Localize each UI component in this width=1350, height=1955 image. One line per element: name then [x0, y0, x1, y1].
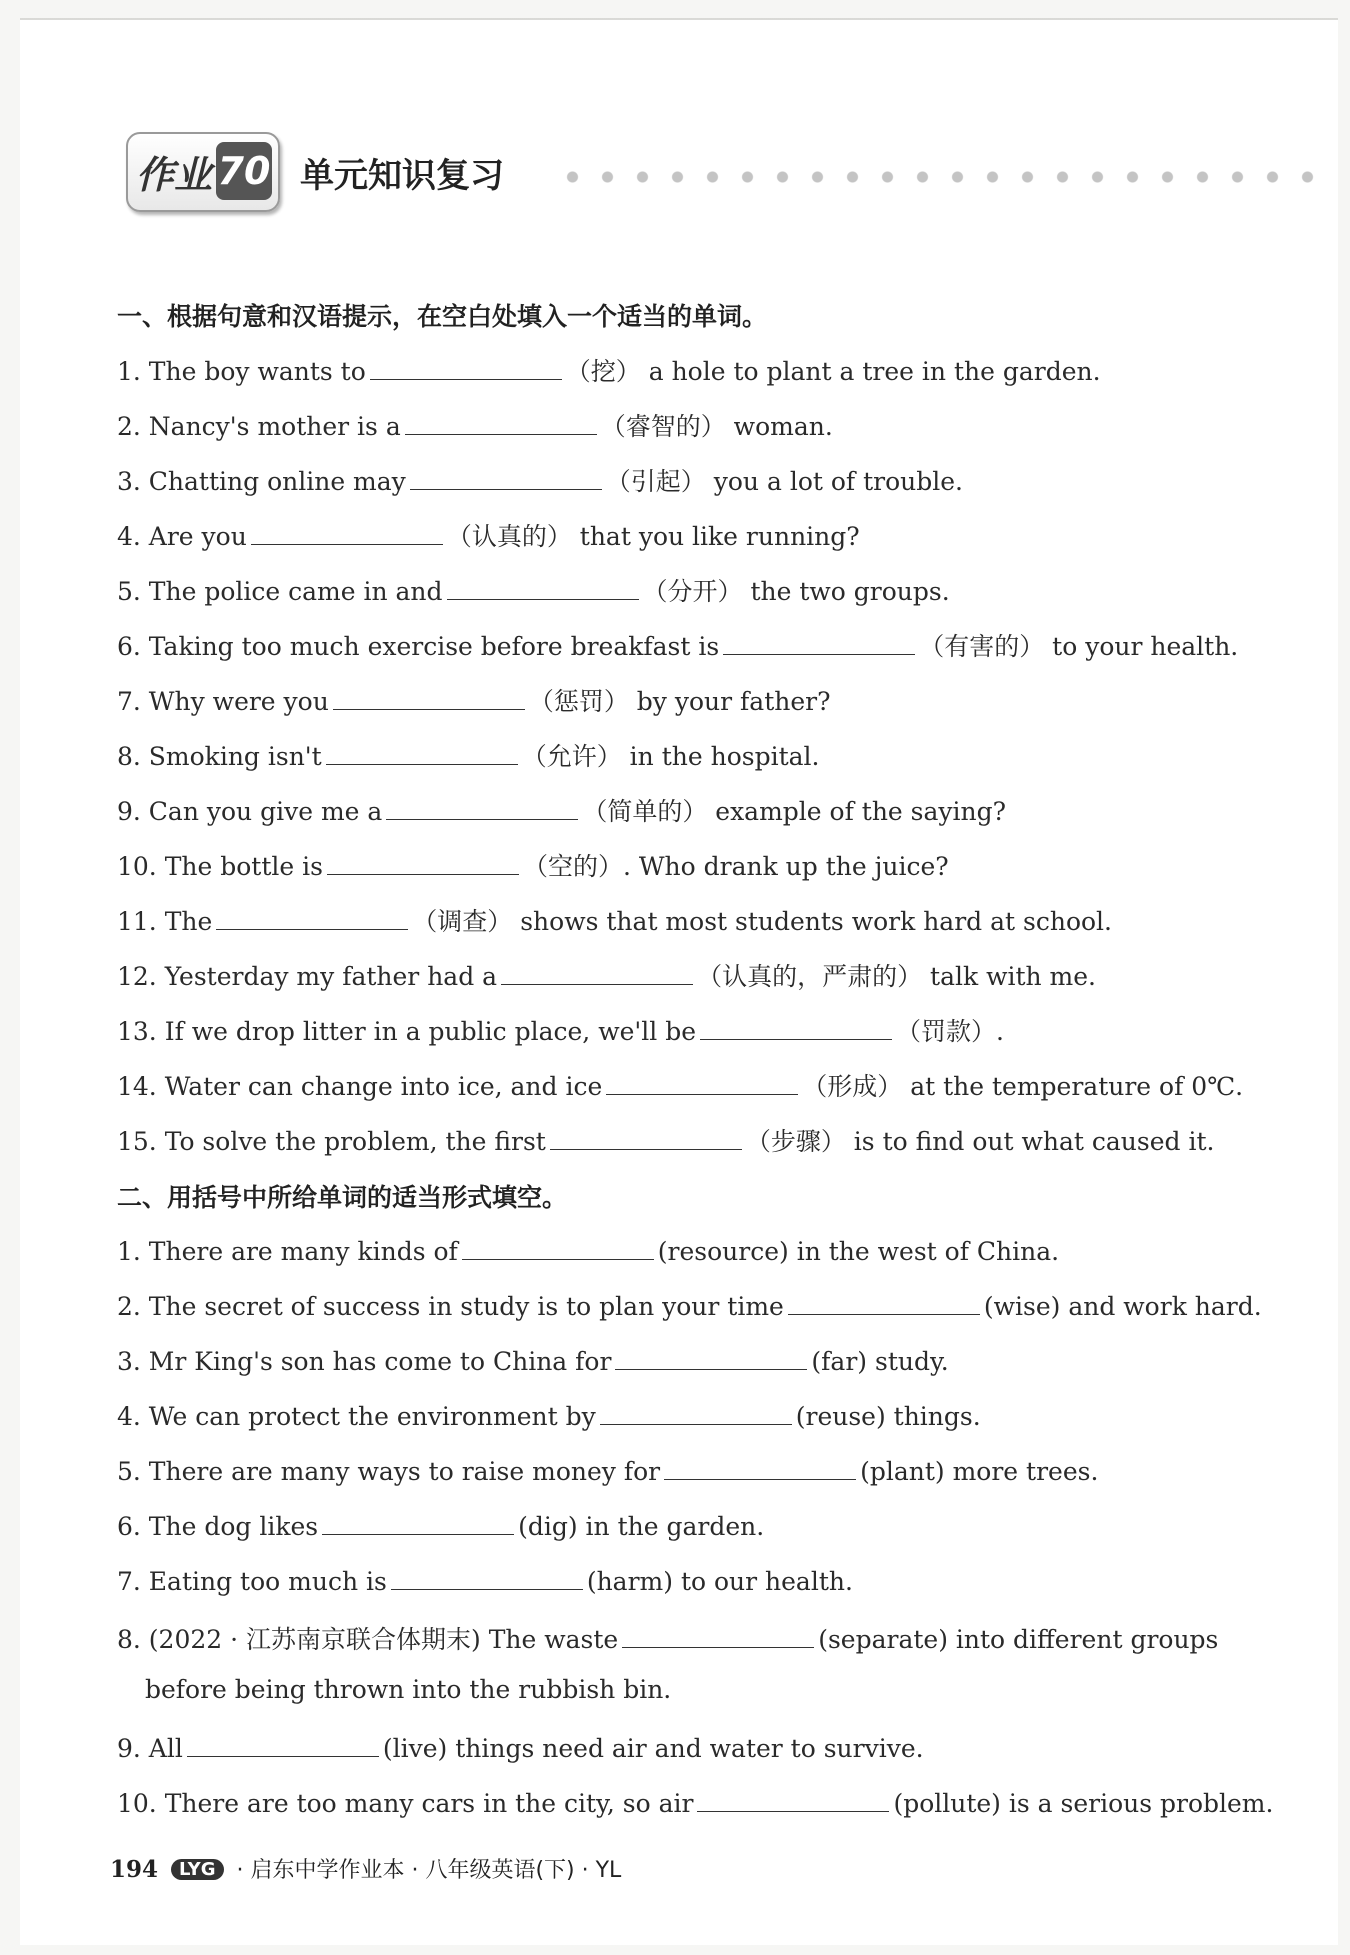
footer-text: · 启东中学作业本 · 八年级英语(下) · YL — [236, 1858, 622, 1883]
answer-blank[interactable] — [322, 1508, 514, 1535]
page-footer — [110, 1853, 621, 1884]
s2-item-2: 2. The secret of success in study is to plan your time (wise) and work hard. — [117, 1288, 1262, 1321]
section2-heading: 二、用括号中所给单词的适当形式填空。 — [117, 1183, 568, 1212]
s1-item-13: 13. If we drop litter in a public place, we'll be （罚款）. — [117, 1012, 1004, 1048]
s2-item-8-continuation: before being thrown into the rubbish bin. — [145, 1675, 672, 1704]
answer-blank[interactable] — [326, 738, 518, 765]
answer-blank[interactable] — [615, 1343, 807, 1370]
answer-blank[interactable] — [251, 518, 443, 545]
s1-item-14: 14. Water can change into ice, and ice （形成） at the temperature of 0℃. — [117, 1067, 1243, 1103]
s1-item-1: 1. The boy wants to （挖） a hole to plant a tree in the garden. — [117, 352, 1101, 388]
s1-item-6: 6. Taking too much exercise before breakfast is （有害的） to your health. — [117, 627, 1238, 663]
answer-blank[interactable] — [600, 1398, 792, 1425]
answer-blank[interactable] — [501, 958, 693, 985]
answer-blank[interactable] — [333, 683, 525, 710]
s1-item-15: 15. To solve the problem, the first （步骤） is to find out what caused it. — [117, 1122, 1214, 1158]
s2-item-1: 1. There are many kinds of (resource) in the west of China. — [117, 1233, 1059, 1266]
answer-blank[interactable] — [606, 1068, 798, 1095]
s2-item-10: 10. There are too many cars in the city, so air (pollute) is a serious problem. — [117, 1785, 1273, 1818]
lyg-badge: LYG — [171, 1859, 223, 1880]
answer-blank[interactable] — [447, 573, 639, 600]
answer-blank[interactable] — [664, 1453, 856, 1480]
answer-blank[interactable] — [386, 793, 578, 820]
answer-blank[interactable] — [697, 1785, 889, 1812]
s1-item-7: 7. Why were you （惩罚） by your father? — [117, 682, 831, 718]
s2-item-9: 9. All (live) things need air and water to survive. — [117, 1730, 924, 1763]
assignment-label: 作业 — [136, 153, 213, 197]
answer-blank[interactable] — [788, 1288, 980, 1315]
s2-item-6: 6. The dog likes (dig) in the garden. — [117, 1508, 764, 1541]
s1-item-12: 12. Yesterday my father had a （认真的，严肃的） talk with me. — [117, 957, 1096, 993]
s1-item-9: 9. Can you give me a （简单的） example of the saying? — [117, 792, 1006, 828]
s1-item-2: 2. Nancy's mother is a （睿智的） woman. — [117, 407, 833, 443]
answer-blank[interactable] — [391, 1563, 583, 1590]
answer-blank[interactable] — [550, 1123, 742, 1150]
answer-blank[interactable] — [700, 1013, 892, 1040]
s2-item-8: 8. (2022 · 江苏南京联合体期末) The waste (separate) into different groups — [117, 1620, 1218, 1656]
s1-item-3: 3. Chatting online may （引起） you a lot of trouble. — [117, 462, 963, 498]
s1-item-5: 5. The police came in and （分开） the two groups. — [117, 572, 950, 608]
s2-item-4: 4. We can protect the environment by (reuse) things. — [117, 1398, 981, 1431]
decorative-dots — [555, 170, 1335, 184]
answer-blank[interactable] — [723, 628, 915, 655]
s2-item-3: 3. Mr King's son has come to China for (far) study. — [117, 1343, 949, 1376]
answer-blank[interactable] — [327, 848, 519, 875]
s1-item-10: 10. The bottle is （空的）. Who drank up the juice? — [117, 847, 949, 883]
assignment-badge — [126, 132, 280, 212]
s2-item-5: 5. There are many ways to raise money for (plant) more trees. — [117, 1453, 1098, 1486]
s1-item-11: 11. The （调查） shows that most students work hard at school. — [117, 902, 1112, 938]
section1-heading: 一、根据句意和汉语提示，在空白处填入一个适当的单词。 — [117, 302, 768, 331]
answer-blank[interactable] — [622, 1621, 814, 1648]
answer-blank[interactable] — [216, 903, 408, 930]
s2-item-7: 7. Eating too much is (harm) to our health. — [117, 1563, 853, 1596]
page-number: 194 — [110, 1856, 159, 1883]
answer-blank[interactable] — [370, 353, 562, 380]
s1-item-4: 4. Are you （认真的） that you like running? — [117, 517, 860, 553]
unit-title: 单元知识复习 — [300, 156, 504, 196]
answer-blank[interactable] — [187, 1730, 379, 1757]
assignment-number: 70 — [216, 142, 272, 200]
answer-blank[interactable] — [405, 408, 597, 435]
answer-blank[interactable] — [410, 463, 602, 490]
answer-blank[interactable] — [462, 1233, 654, 1260]
s1-item-8: 8. Smoking isn't （允许） in the hospital. — [117, 737, 820, 773]
